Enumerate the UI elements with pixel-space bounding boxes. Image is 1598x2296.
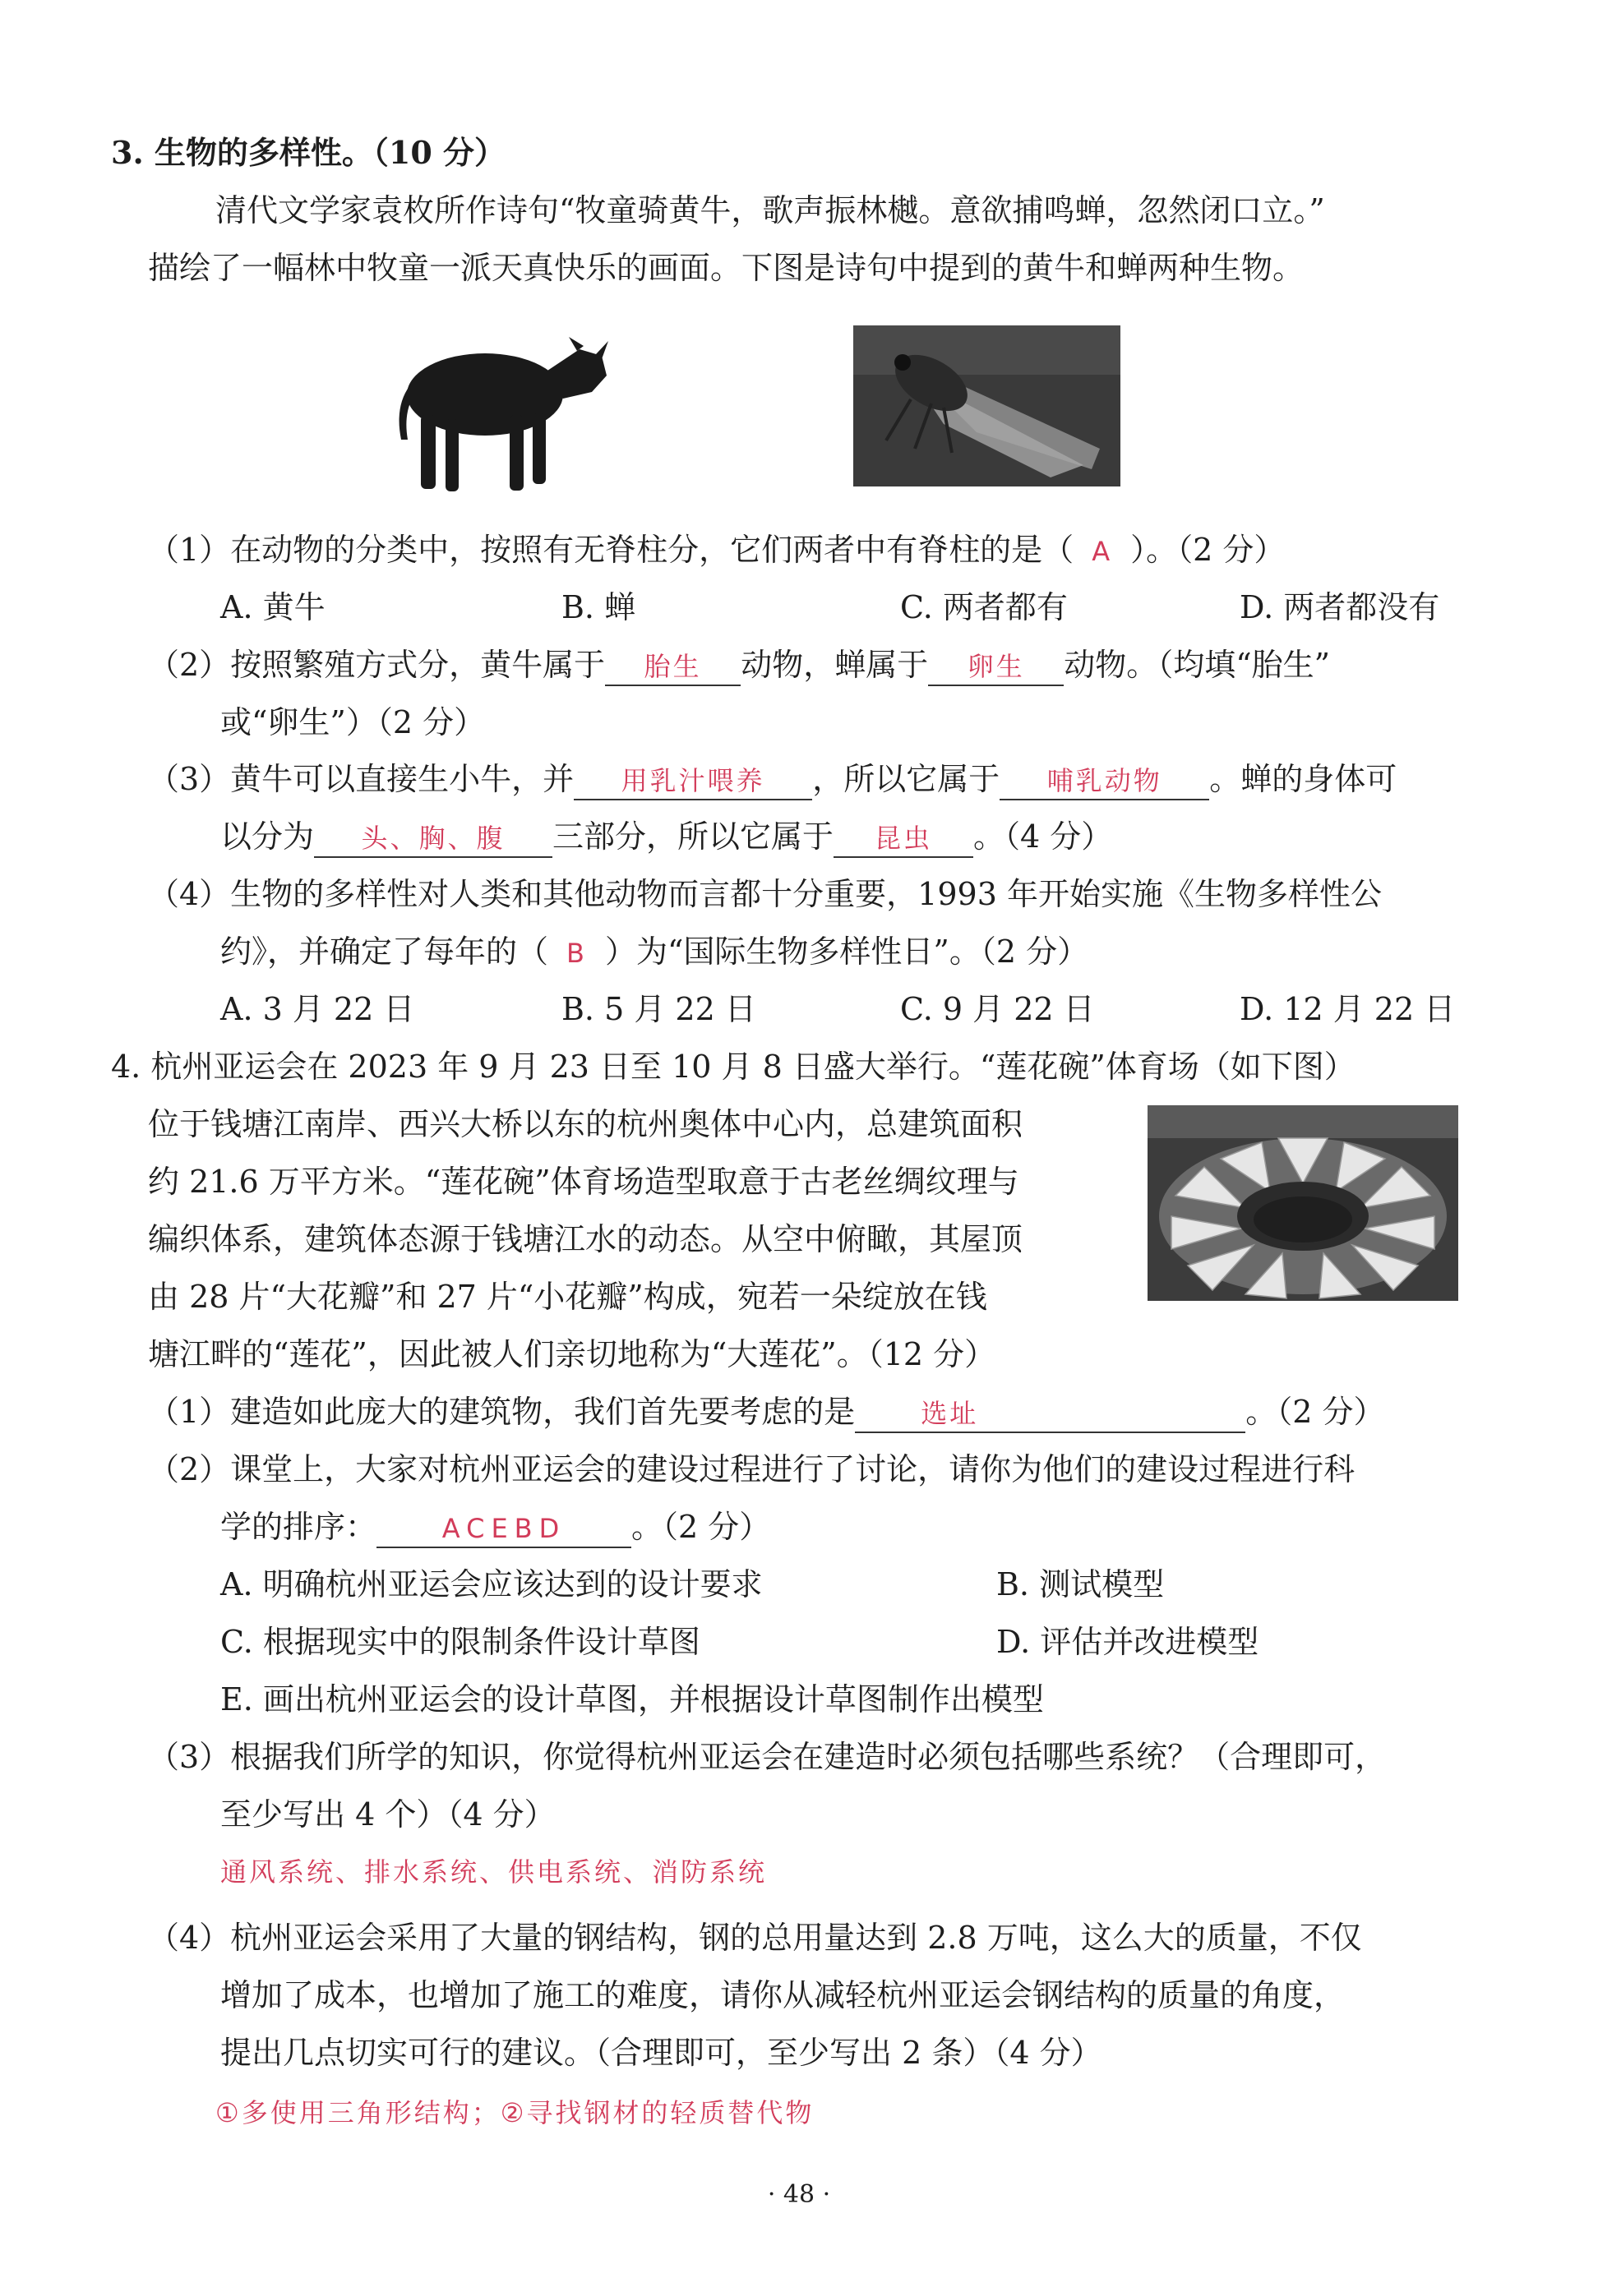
q4-p4-line3: 提出几点切实可行的建议。（合理即可，至少写出 2 条）（4 分） xyxy=(220,2035,1102,2071)
q3-p1-line xyxy=(148,528,1285,573)
q3-p3-answer1: 用乳汁喂养 xyxy=(621,765,765,796)
q4-intro-line5: 由 28 片“大花瓣”和 27 片“小花瓣”构成，宛若一朵绽放在钱 xyxy=(148,1279,987,1315)
q4-p3-line2: 至少写出 4 个）（4 分） xyxy=(220,1796,556,1833)
q4-p2-blank xyxy=(376,1509,631,1548)
q3-p2-answer2: 卵生 xyxy=(967,651,1025,682)
q3-p4-option-d: D. 12 月 22 日 xyxy=(1240,991,1456,1027)
q3-p1-option-c: C. 两者都有 xyxy=(900,589,1068,625)
q3-p3-blank1 xyxy=(574,761,812,800)
q3-p4-line2 xyxy=(220,930,1088,975)
q4-intro-line4: 编织体系，建筑体态源于钱塘江水的动态。从空中俯瞰，其屋顶 xyxy=(148,1221,1023,1257)
q4-p4-answer: ①多使用三角形结构；②寻找钢材的轻质替代物 xyxy=(215,2097,815,2128)
q3-p2-blank2 xyxy=(928,647,1064,686)
q4-p4-line1: （4）杭州亚运会采用了大量的钢结构，钢的总用量达到 2.8 万吨，这么大的质量，不仅 xyxy=(148,1920,1362,1956)
q3-p2-line2: 或“卵生”）（2 分） xyxy=(220,704,486,740)
q3-p1-option-a: A. 黄牛 xyxy=(220,589,326,625)
q3-p2-answer1: 胎生 xyxy=(644,651,702,682)
q4-p2-option-b: B. 测试模型 xyxy=(996,1566,1165,1602)
q3-p3-text-d: 以分为 xyxy=(220,818,315,855)
q4-p2-text-b: 。（2 分） xyxy=(631,1509,771,1545)
q3-p2-text-a: （2）按照繁殖方式分，黄牛属于 xyxy=(148,647,606,683)
q3-title: 3. 生物的多样性。（10 分） xyxy=(111,134,506,171)
q3-p1-option-b: B. 蝉 xyxy=(561,589,636,625)
q3-p3-text-e: 三部分，所以它属于 xyxy=(552,818,834,855)
q4-p2-line1: （2）课堂上，大家对杭州亚运会的建设过程进行了讨论，请你为他们的建设过程进行科 xyxy=(148,1451,1356,1487)
q3-p3-text-f: 。（4 分） xyxy=(973,818,1113,855)
q3-p2-text-b: 动物，蝉属于 xyxy=(741,647,929,683)
q3-p3-text-c: 。蝉的身体可 xyxy=(1209,761,1397,797)
q3-p2-line1 xyxy=(148,643,1330,686)
cicada-photo xyxy=(853,325,1120,486)
q4-p1-text: （1）建造如此庞大的建筑物，我们首先要考虑的是 xyxy=(148,1394,856,1430)
q3-p4-option-c: C. 9 月 22 日 xyxy=(900,991,1095,1027)
q3-p4-answer: B xyxy=(566,938,587,969)
q3-p3-blank4 xyxy=(834,818,973,858)
q3-intro-line1: 清代文学家袁枚所作诗句“牧童骑黄牛，歌声振林樾。意欲捕鸣蝉，忽然闭口立。” xyxy=(215,192,1325,228)
q3-p4-text-a: 约》，并确定了每年的（ xyxy=(220,934,549,970)
q4-p1-text-end: 。（2 分） xyxy=(1245,1394,1385,1430)
q4-p2-option-e: E. 画出杭州亚运会的设计草图，并根据设计草图制作出模型 xyxy=(220,1681,1044,1717)
q3-p3-blank3 xyxy=(314,818,552,858)
q4-p3-answer: 通风系统、排水系统、供电系统、消防系统 xyxy=(220,1856,768,1888)
q4-p2-option-a: A. 明确杭州亚运会应该达到的设计要求 xyxy=(220,1566,763,1602)
q4-p1-answer: 选址 xyxy=(921,1398,979,1429)
q3-p3-answer3: 头、胸、腹 xyxy=(361,823,506,854)
q3-p3-line1 xyxy=(148,758,1397,800)
q3-p4-option-a: A. 3 月 22 日 xyxy=(220,991,415,1027)
q4-p1-blank xyxy=(855,1394,1245,1433)
q3-p4-text-b: ）为“国际生物多样性日”。（2 分） xyxy=(604,934,1089,970)
stadium-photo xyxy=(1148,1105,1458,1301)
q3-p1-option-d: D. 两者都没有 xyxy=(1240,589,1440,625)
q4-p3-line1: （3）根据我们所学的知识，你觉得杭州亚运会在建造时必须包括哪些系统？（合理即可， xyxy=(148,1739,1387,1775)
q4-p4-line2: 增加了成本，也增加了施工的难度，请你从减轻杭州亚运会钢结构的质量的角度， xyxy=(220,1977,1346,2013)
q4-intro-line1: 4. 杭州亚运会在 2023 年 9 月 23 日至 10 月 8 日盛大举行。“莲花碗”体育场（如下图） xyxy=(111,1049,1356,1085)
q3-p3-blank2 xyxy=(1000,761,1209,800)
q3-p2-text-c: 动物。（均填“胎生” xyxy=(1064,647,1331,683)
q4-intro-line3: 约 21.6 万平方米。“莲花碗”体育场造型取意于古老丝绸纹理与 xyxy=(148,1164,1019,1200)
q3-p4-line1: （4）生物的多样性对人类和其他动物而言都十分重要，1993 年开始实施《生物多样性公 xyxy=(148,876,1382,912)
q3-p1-text: （1）在动物的分类中，按照有无脊柱分，它们两者中有脊柱的是（ xyxy=(148,532,1074,568)
q3-p3-answer4: 昆虫 xyxy=(875,823,933,854)
q4-p2-option-d: D. 评估并改进模型 xyxy=(996,1624,1259,1660)
page-number: · 48 · xyxy=(767,2180,831,2209)
q3-p3-answer2: 哺乳动物 xyxy=(1046,765,1162,796)
q3-intro-line2: 描绘了一幅林中牧童一派天真快乐的画面。下图是诗句中提到的黄牛和蝉两种生物。 xyxy=(148,250,1305,286)
q3-p3-text-a: （3）黄牛可以直接生小牛，并 xyxy=(148,761,575,797)
q4-p2-option-c: C. 根据现实中的限制条件设计草图 xyxy=(220,1624,700,1660)
q4-p2-answer: ACEBD xyxy=(441,1513,566,1544)
q4-p1-line xyxy=(148,1390,1384,1433)
q4-p2-text-a: 学的排序： xyxy=(220,1509,377,1545)
ox-photo xyxy=(386,316,617,497)
q3-p3-text-b: ，所以它属于 xyxy=(812,761,1000,797)
q3-p3-line2 xyxy=(220,815,1112,858)
q4-intro-line6: 塘江畔的“莲花”，因此被人们亲切地称为“大莲花”。（12 分） xyxy=(148,1336,996,1372)
q4-intro-line2: 位于钱塘江南岸、西兴大桥以东的杭州奥体中心内，总建筑面积 xyxy=(148,1106,1023,1142)
q3-p1-answer: A xyxy=(1092,536,1113,567)
q4-p2-line2 xyxy=(220,1505,770,1548)
q3-p4-option-b: B. 5 月 22 日 xyxy=(561,991,756,1027)
q3-p2-blank1 xyxy=(605,647,741,686)
q3-p1-text-end: ）。（2 分） xyxy=(1130,532,1286,568)
